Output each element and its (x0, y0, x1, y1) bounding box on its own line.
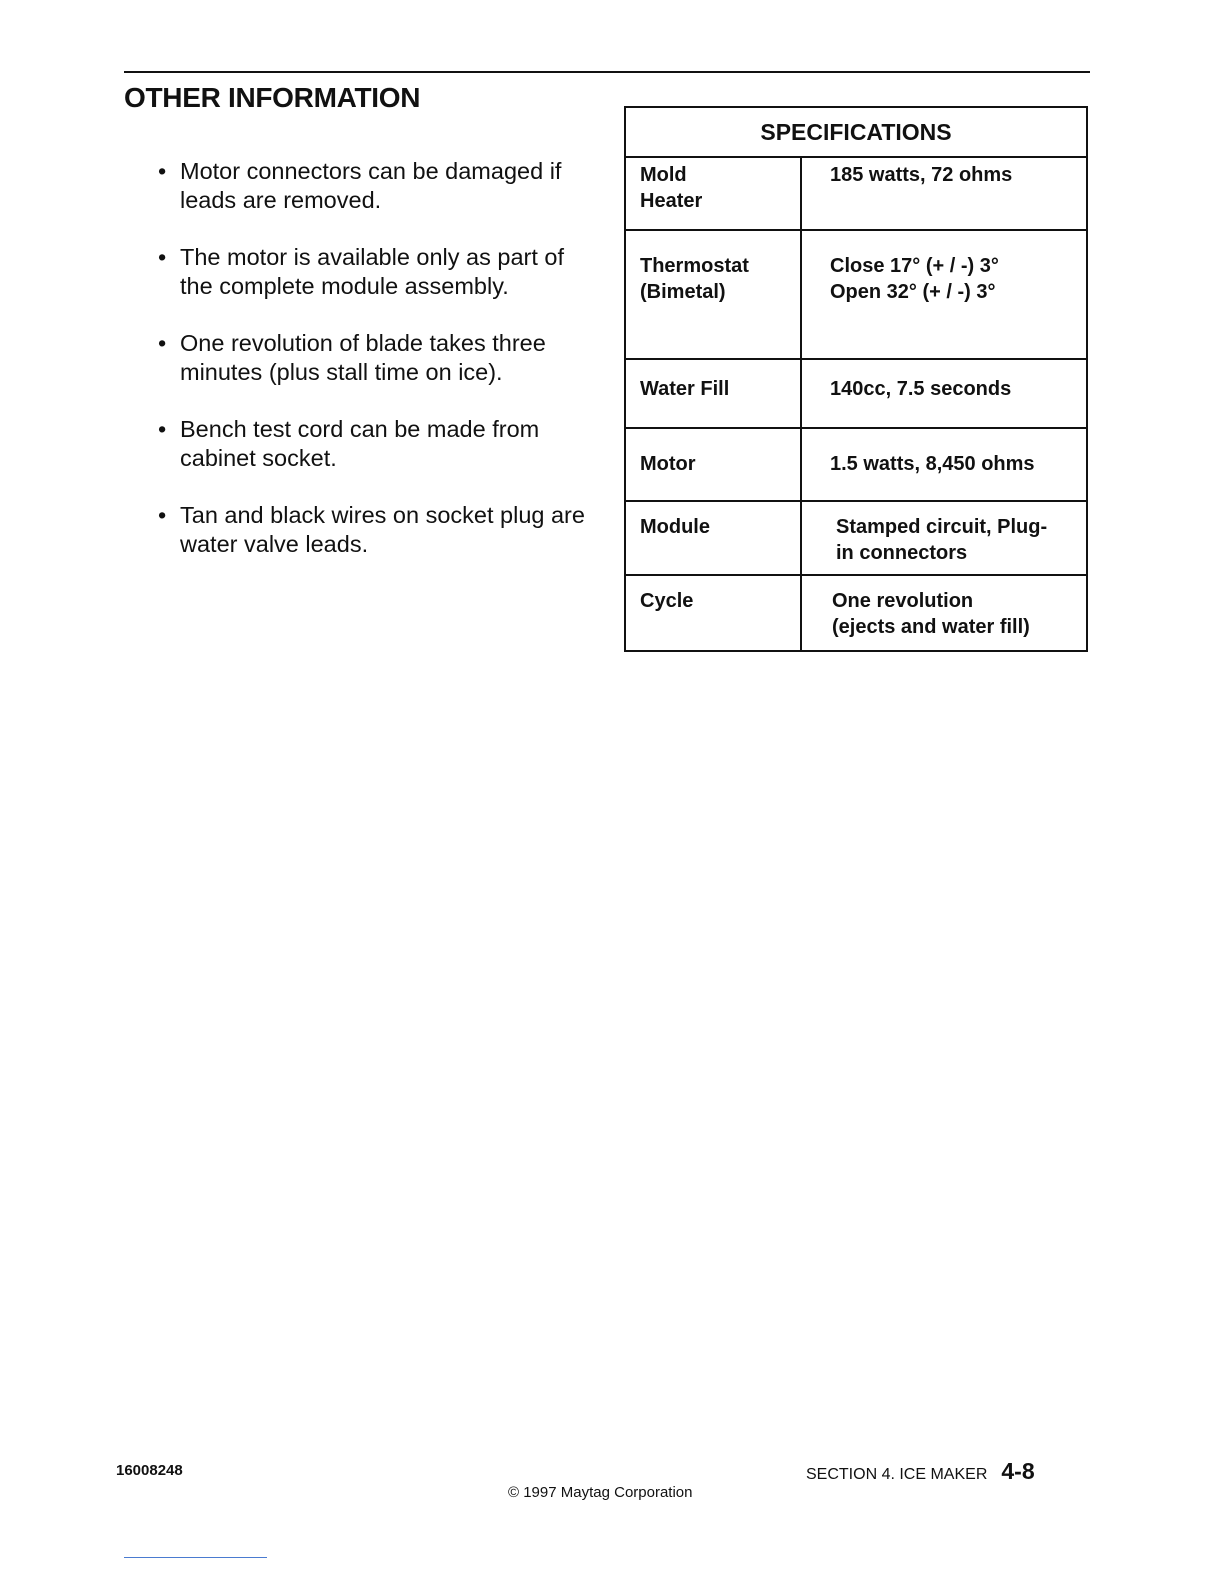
spec-value: 140cc, 7.5 seconds (801, 359, 1087, 428)
list-item (150, 157, 590, 243)
table-row (625, 359, 1087, 428)
table-row (625, 157, 1087, 230)
spec-label: Water Fill (625, 359, 801, 428)
bullet-icon: • (158, 244, 167, 270)
bullet-icon: • (158, 330, 167, 356)
info-bullet-list (150, 157, 590, 587)
section-heading: OTHER INFORMATION (124, 82, 421, 113)
spec-value: Stamped circuit, Plug- in connectors (801, 501, 1087, 575)
bullet-icon: • (158, 416, 167, 442)
bullet-icon: • (158, 502, 167, 528)
spec-label: Cycle (625, 575, 801, 651)
bullet-text: One revolution of blade takes three minutes (plus stall time on ice). (180, 330, 546, 385)
bullet-text: Bench test cord can be made from cabinet socket. (180, 416, 540, 471)
top-rule (124, 71, 1090, 73)
bottom-rule (124, 1557, 267, 1558)
table-row (625, 575, 1087, 651)
table-row (625, 501, 1087, 575)
bullet-text: Motor connectors can be damaged if leads are removed. (180, 158, 562, 213)
spec-label: Mold Heater (625, 157, 801, 230)
bullet-text: Tan and black wires on socket plug are water valve leads. (180, 502, 585, 557)
copyright-notice: © 1997 Maytag Corporation (508, 1484, 693, 1501)
page-number: 4-8 (1001, 1458, 1035, 1484)
bullet-text: The motor is available only as part of the complete module assembly. (180, 244, 565, 299)
bullet-icon: • (158, 158, 167, 184)
table-row (625, 230, 1087, 359)
specifications-table (624, 106, 1088, 652)
spec-label: Motor (625, 428, 801, 501)
spec-value: 185 watts, 72 ohms (801, 157, 1087, 230)
document-number: 16008248 (116, 1462, 183, 1479)
table-row (625, 428, 1087, 501)
list-item (150, 415, 590, 501)
specifications-title: SPECIFICATIONS (625, 107, 1087, 157)
spec-label: Thermostat (Bimetal) (625, 230, 801, 359)
section-footer (806, 1458, 1035, 1485)
list-item (150, 243, 590, 329)
list-item (150, 501, 590, 587)
list-item (150, 329, 590, 415)
spec-value: One revolution (ejects and water fill) (801, 575, 1087, 651)
spec-value: Close 17° (+ / -) 3° Open 32° (+ / -) 3° (801, 230, 1087, 359)
spec-label: Module (625, 501, 801, 575)
section-label: SECTION 4. ICE MAKER (806, 1466, 988, 1483)
spec-value: 1.5 watts, 8,450 ohms (801, 428, 1087, 501)
